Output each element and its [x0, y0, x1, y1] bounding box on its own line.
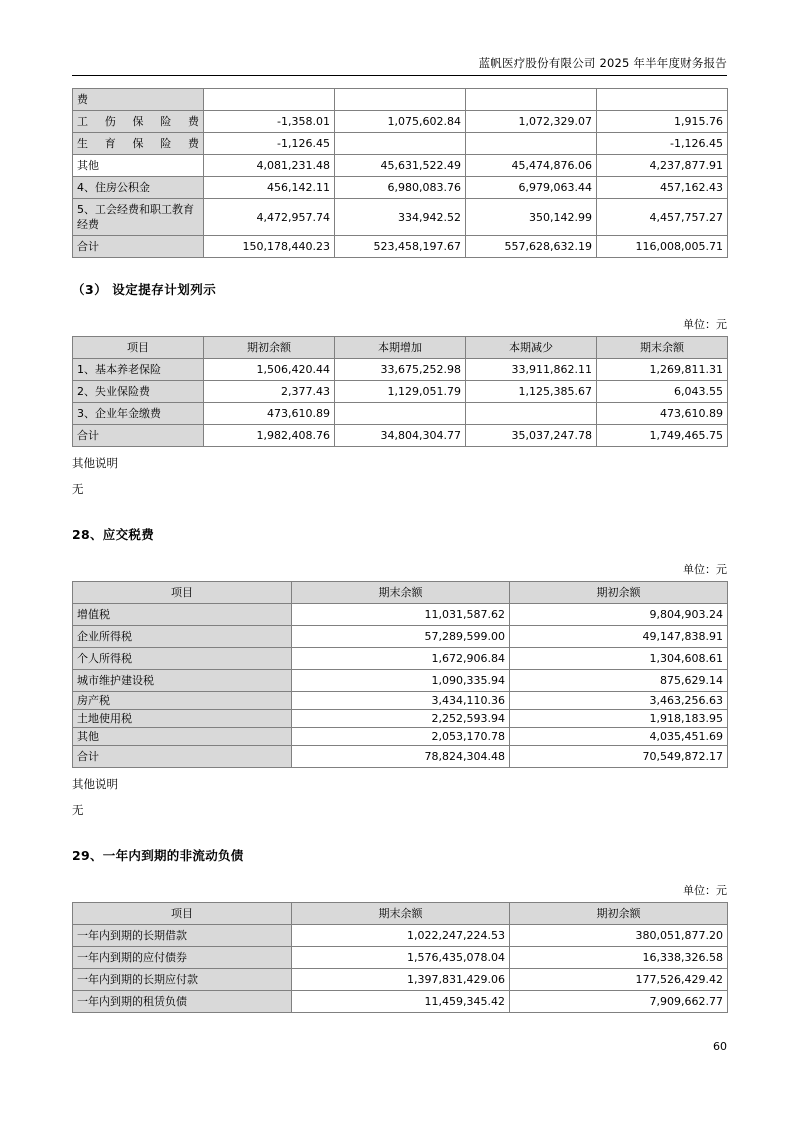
row-value: -1,126.45 [597, 133, 728, 155]
section-28-heading: 28、应交税费 [72, 527, 154, 542]
row-value: 473,610.89 [597, 403, 728, 425]
column-header: 期初余额 [204, 337, 335, 359]
table-header-row [73, 582, 728, 604]
row-value-beginning: 49,147,838.91 [510, 626, 728, 648]
row-value: 33,911,862.11 [466, 359, 597, 381]
row-label: 4、住房公积金 [73, 177, 204, 199]
row-value-ending: 1,672,906.84 [292, 648, 510, 670]
row-value: 1,072,329.07 [466, 111, 597, 133]
row-label: 土地使用税 [73, 710, 292, 728]
table-row [73, 359, 728, 381]
row-value: 33,675,252.98 [335, 359, 466, 381]
row-label: 工伤保险费 [73, 111, 204, 133]
page-number: 60 [713, 1040, 727, 1053]
table-row [73, 991, 728, 1013]
row-label: 城市维护建设税 [73, 670, 292, 692]
row-value-beginning: 3,463,256.63 [510, 692, 728, 710]
table-defined-contribution-plan [72, 336, 728, 447]
column-header: 项目 [73, 582, 292, 604]
table-row [73, 111, 728, 133]
table-noncurrent-liabilities-due-within-one-year [72, 902, 728, 1013]
row-value-beginning: 70,549,872.17 [510, 746, 728, 768]
row-value: 6,979,063.44 [466, 177, 597, 199]
table-employee-benefits-body [73, 89, 728, 258]
row-value-beginning: 1,918,183.95 [510, 710, 728, 728]
row-value-ending: 3,434,110.36 [292, 692, 510, 710]
table-row [73, 648, 728, 670]
row-value: 150,178,440.23 [204, 236, 335, 258]
row-value [204, 89, 335, 111]
row-value-beginning: 7,909,662.77 [510, 991, 728, 1013]
row-value: -1,126.45 [204, 133, 335, 155]
row-value [335, 133, 466, 155]
row-value: 456,142.11 [204, 177, 335, 199]
column-header: 本期减少 [466, 337, 597, 359]
column-header: 项目 [73, 903, 292, 925]
row-value-beginning: 4,035,451.69 [510, 728, 728, 746]
row-value: 45,631,522.49 [335, 155, 466, 177]
table-row [73, 89, 728, 111]
row-value: 4,457,757.27 [597, 199, 728, 236]
column-header: 期末余额 [292, 903, 510, 925]
row-value: 1,125,385.67 [466, 381, 597, 403]
table-row [73, 626, 728, 648]
other-note-value-section-28: 无 [72, 803, 84, 817]
row-value-beginning: 1,304,608.61 [510, 648, 728, 670]
row-label: 1、基本养老保险 [73, 359, 204, 381]
table-row [73, 177, 728, 199]
table-row [73, 199, 728, 236]
row-value: 557,628,632.19 [466, 236, 597, 258]
row-label: 合计 [73, 746, 292, 768]
row-value [335, 89, 466, 111]
table-row [73, 710, 728, 728]
row-value: 1,269,811.31 [597, 359, 728, 381]
unit-label-section-3: 单位：元 [683, 318, 727, 331]
row-value: 4,237,877.91 [597, 155, 728, 177]
row-label: 增值税 [73, 604, 292, 626]
other-note-value-section-3: 无 [72, 482, 84, 496]
row-value: 350,142.99 [466, 199, 597, 236]
row-value [597, 89, 728, 111]
row-label: 5、工会经费和职工教育经费 [73, 199, 204, 236]
row-label: 企业所得税 [73, 626, 292, 648]
table-row [73, 728, 728, 746]
subsection-3-number: （3） [72, 282, 108, 297]
row-value: 2,377.43 [204, 381, 335, 403]
other-note-label-section-3: 其他说明 [72, 456, 118, 470]
table-row [73, 155, 728, 177]
table-row [73, 381, 728, 403]
row-value: 4,472,957.74 [204, 199, 335, 236]
row-value: 457,162.43 [597, 177, 728, 199]
row-value: -1,358.01 [204, 111, 335, 133]
row-label: 合计 [73, 425, 204, 447]
row-value-ending: 11,031,587.62 [292, 604, 510, 626]
row-value: 473,610.89 [204, 403, 335, 425]
table-row [73, 403, 728, 425]
table-header-row [73, 337, 728, 359]
column-header: 期末余额 [597, 337, 728, 359]
other-note-label-section-28: 其他说明 [72, 777, 118, 791]
row-value-ending: 1,090,335.94 [292, 670, 510, 692]
row-label: 一年内到期的租赁负债 [73, 991, 292, 1013]
table-employee-benefits [72, 88, 728, 258]
table-row [73, 746, 728, 768]
table-row [73, 425, 728, 447]
row-value [335, 403, 466, 425]
row-value-ending: 11,459,345.42 [292, 991, 510, 1013]
column-header: 期初余额 [510, 582, 728, 604]
subsection-3-title: 设定提存计划列示 [112, 282, 217, 297]
row-value: 523,458,197.67 [335, 236, 466, 258]
row-value-beginning: 875,629.14 [510, 670, 728, 692]
column-header: 本期增加 [335, 337, 466, 359]
unit-label-section-29: 单位：元 [683, 884, 727, 897]
row-label: 个人所得税 [73, 648, 292, 670]
running-header-text: 蓝帆医疗股份有限公司 2025 年半年度财务报告 [478, 56, 727, 70]
row-label: 3、企业年金缴费 [73, 403, 204, 425]
table-row [73, 236, 728, 258]
page-content [72, 0, 727, 1013]
row-value-ending: 1,022,247,224.53 [292, 925, 510, 947]
table-row [73, 925, 728, 947]
row-label: 一年内到期的长期应付款 [73, 969, 292, 991]
subsection-3-heading [72, 280, 727, 298]
section-29-heading: 29、一年内到期的非流动负债 [72, 848, 244, 863]
row-value-ending: 1,576,435,078.04 [292, 947, 510, 969]
table-row [73, 692, 728, 710]
row-label: 合计 [73, 236, 204, 258]
row-value-beginning: 16,338,326.58 [510, 947, 728, 969]
row-value: 4,081,231.48 [204, 155, 335, 177]
row-value: 1,129,051.79 [335, 381, 466, 403]
column-header: 期初余额 [510, 903, 728, 925]
row-value [466, 133, 597, 155]
row-value: 45,474,876.06 [466, 155, 597, 177]
row-value-ending: 2,053,170.78 [292, 728, 510, 746]
row-value-ending: 2,252,593.94 [292, 710, 510, 728]
row-label: 其他 [73, 728, 292, 746]
table-row [73, 947, 728, 969]
column-header: 期末余额 [292, 582, 510, 604]
row-value-beginning: 380,051,877.20 [510, 925, 728, 947]
row-label: 2、失业保险费 [73, 381, 204, 403]
row-label: 生育保险费 [73, 133, 204, 155]
table-header-row [73, 903, 728, 925]
row-value: 1,506,420.44 [204, 359, 335, 381]
row-value: 35,037,247.78 [466, 425, 597, 447]
row-label: 一年内到期的长期借款 [73, 925, 292, 947]
row-value: 1,075,602.84 [335, 111, 466, 133]
row-value: 1,915.76 [597, 111, 728, 133]
table-row [73, 670, 728, 692]
row-label: 费 [73, 89, 204, 111]
row-value-ending: 78,824,304.48 [292, 746, 510, 768]
row-value [466, 403, 597, 425]
running-header [72, 0, 727, 71]
table-row [73, 133, 728, 155]
row-value-ending: 1,397,831,429.06 [292, 969, 510, 991]
row-label: 其他 [73, 155, 204, 177]
row-value: 1,982,408.76 [204, 425, 335, 447]
row-value: 334,942.52 [335, 199, 466, 236]
table-row [73, 604, 728, 626]
unit-label-section-28: 单位：元 [683, 563, 727, 576]
row-value: 34,804,304.77 [335, 425, 466, 447]
row-value [466, 89, 597, 111]
row-value: 1,749,465.75 [597, 425, 728, 447]
row-label: 房产税 [73, 692, 292, 710]
row-value: 116,008,005.71 [597, 236, 728, 258]
row-label: 一年内到期的应付债券 [73, 947, 292, 969]
table-taxes-payable [72, 581, 728, 768]
row-value-ending: 57,289,599.00 [292, 626, 510, 648]
row-value: 6,043.55 [597, 381, 728, 403]
row-value-beginning: 177,526,429.42 [510, 969, 728, 991]
row-value: 6,980,083.76 [335, 177, 466, 199]
row-value-beginning: 9,804,903.24 [510, 604, 728, 626]
column-header: 项目 [73, 337, 204, 359]
table-row [73, 969, 728, 991]
